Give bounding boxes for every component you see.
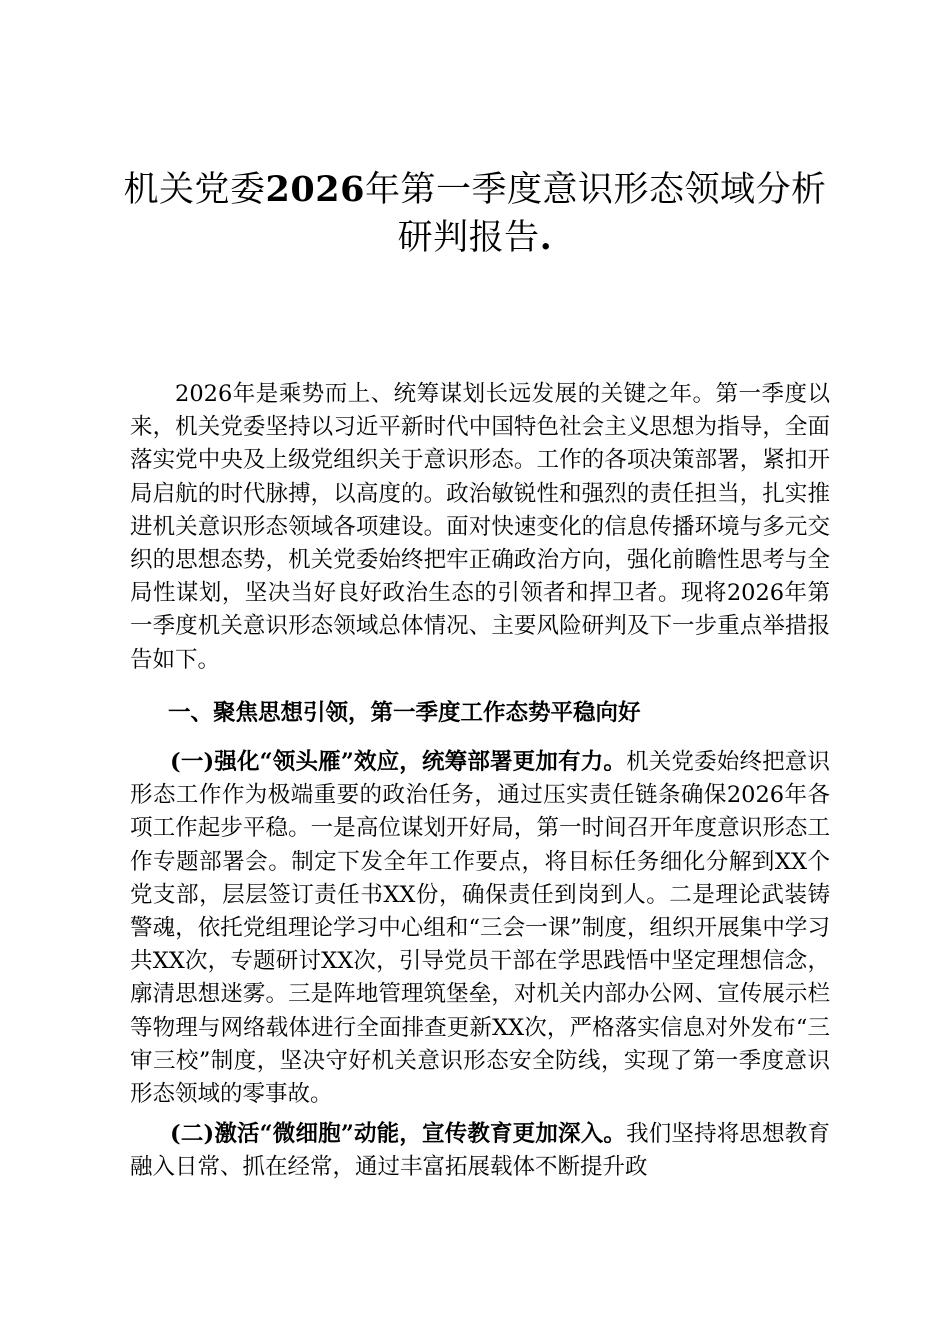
title-part: 年第一季度意识形态领域分析 — [364, 170, 827, 210]
subsection-body: 我们坚持将思想教育融入日常、抓在经常，通过丰富拓展载体不断提升政 — [130, 1121, 830, 1181]
title-part: 研判报告 — [397, 218, 540, 258]
subsection-lead: (一)强化“领头雁”效应，统筹部署更加有力。 — [170, 749, 627, 775]
intro-paragraph: 2026年是乘势而上、统筹谋划长远发展的关键之年。第一季度以来，机关党委坚持以习近平新时代中国特色社会主义思想为指导，全面落实党中央及上级党组织关于意识形态。工作的各项决策部署，紧扣开局启航的时代脉搏，以高度的。政治敏锐性和强烈的责任担当，扎实推进机关意识形态领域各项建设。面对快速变化的信息传播环境与多元交织的思想态势，机关党委始终把牢正确政治方向，强化前瞻性思考与全局性谋划，坚决当好良好政治生态的引领者和捍卫者。现将2026年第一季度机关意识形态领域总体情况、主要风险研判及下一步重点举措报告如下。 — [130, 381, 830, 673]
document-title — [100, 166, 850, 262]
subsection-body: 机关党委始终把意识形态工作作为极端重要的政治任务，通过压实责任链条确保2026年各项工作起步平稳。一是高位谋划开好局，第一时间召开年度意识形态工作专题部署会。制定下发全年工作要点，将目标任务细化分解到XX个党支部，层层签订责任书XX份，确保责任到岗到人。二是理论武装铸警魂，依托党组理论学习中心组和“三会一课”制度，组织开展集中学习共XX次，专题研讨XX次，引导党员干部在学思践悟中坚定理想信念，廓清思想迷雾。三是阵地管理筑堡垒，对机关内部办公网、宣传展示栏等物理与网络载体进行全面排查更新XX次，严格落实信息对外发布“三审三校”制度，坚决守好机关意识形态安全防线，实现了第一季度意识形态领域的零事故。 — [130, 749, 830, 1108]
section-heading: 一、聚焦思想引领，第一季度工作态势平稳向好 — [168, 700, 641, 726]
title-part: 机关党委 — [123, 170, 266, 210]
subsection-paragraph — [130, 1118, 830, 1184]
title-dot: . — [539, 217, 553, 258]
title-year: 2026 — [265, 169, 365, 210]
subsection-paragraph — [130, 746, 830, 1111]
subsection-lead: (二)激活“微细胞”动能，宣传教育更加深入。 — [170, 1121, 627, 1147]
